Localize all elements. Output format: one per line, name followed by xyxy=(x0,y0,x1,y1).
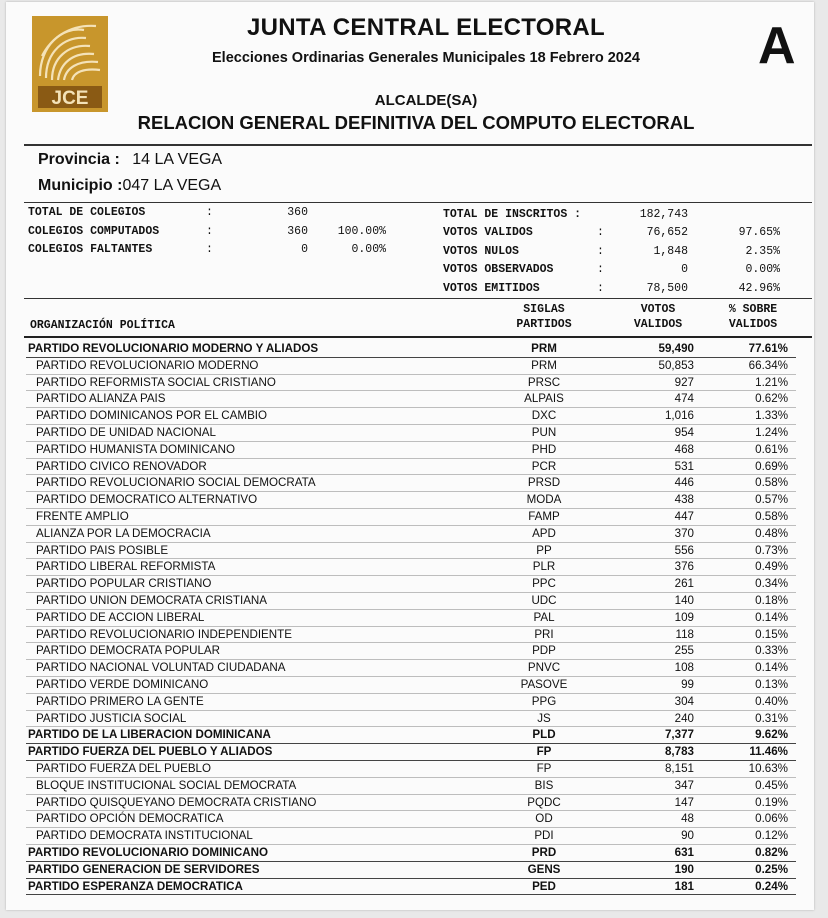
results-table xyxy=(26,341,796,895)
party-name: PARTIDO POPULAR CRISTIANO xyxy=(36,577,212,591)
header-line: SIGLAS xyxy=(523,303,565,316)
party-pct: 1.21% xyxy=(755,375,788,389)
party-votes: 118 xyxy=(675,627,694,641)
table-row xyxy=(26,761,796,778)
table-row xyxy=(26,543,796,560)
party-siglas: PCR xyxy=(531,459,557,473)
party-votes: 108 xyxy=(674,661,694,675)
column-header-pct xyxy=(714,302,792,332)
header-line: % SOBRE xyxy=(728,303,778,316)
column-header-siglas xyxy=(496,302,592,332)
party-siglas: PPG xyxy=(531,694,557,708)
party-pct: 66.34% xyxy=(748,358,788,372)
party-pct: 0.82% xyxy=(755,845,788,859)
stat-value: 360 xyxy=(287,225,308,238)
table-row xyxy=(26,879,796,896)
party-siglas: PLR xyxy=(532,560,556,574)
party-name: PARTIDO DE ACCION LIBERAL xyxy=(36,610,205,624)
stat-sep: : xyxy=(206,206,213,219)
party-siglas: PRM xyxy=(531,342,557,355)
party-name: PARTIDO REVOLUCIONARIO INDEPENDIENTE xyxy=(36,627,292,641)
party-pct: 0.61% xyxy=(755,442,788,456)
party-pct: 0.58% xyxy=(755,476,788,490)
table-row xyxy=(26,492,796,509)
municipio-value: 047 LA VEGA xyxy=(122,177,222,194)
stat-label: VOTOS EMITIDOS xyxy=(443,282,540,295)
stat-pct: 0.00% xyxy=(745,263,780,276)
party-votes: 140 xyxy=(674,593,694,607)
table-row xyxy=(26,627,796,644)
report-heading: RELACION GENERAL DEFINITIVA DEL COMPUTO ELECTORAL xyxy=(137,112,695,133)
stat-sep: : xyxy=(597,282,604,295)
header-line: PARTIDOS xyxy=(516,318,572,331)
party-pct: 0.45% xyxy=(755,778,788,792)
stat-value: 182,743 xyxy=(639,208,688,221)
party-pct: 0.15% xyxy=(755,627,788,641)
divider xyxy=(24,298,812,299)
report-letter: A xyxy=(758,17,796,75)
party-votes: 1,016 xyxy=(664,409,694,423)
party-pct: 0.69% xyxy=(755,459,788,473)
stat-value: 76,652 xyxy=(646,226,688,239)
party-siglas: PRM xyxy=(531,358,557,372)
table-row xyxy=(26,341,796,358)
party-siglas: PUN xyxy=(531,425,557,439)
party-siglas: PRSD xyxy=(527,476,561,490)
party-siglas: APD xyxy=(532,526,556,540)
party-votes: 370 xyxy=(674,526,694,540)
party-pct: 77.61% xyxy=(748,342,788,355)
party-votes: 446 xyxy=(674,476,694,490)
table-row xyxy=(26,358,796,375)
party-name: PARTIDO NACIONAL VOLUNTAD CIUDADANA xyxy=(36,661,286,675)
party-votes: 304 xyxy=(674,694,694,708)
party-siglas: PPC xyxy=(532,577,556,591)
party-pct: 9.62% xyxy=(755,728,788,742)
cargo-label: ALCALDE(SA) xyxy=(374,92,478,109)
party-name: PARTIDO REVOLUCIONARIO MODERNO Y ALIADOS xyxy=(28,342,319,355)
party-votes: 531 xyxy=(674,459,694,473)
election-subtitle: Elecciones Ordinarias Generales Municipales 18 Febrero 2024 xyxy=(212,50,640,66)
table-row xyxy=(26,778,796,795)
party-pct: 0.62% xyxy=(755,392,788,406)
party-siglas: PLD xyxy=(532,728,556,742)
party-name: PARTIDO REVOLUCIONARIO MODERNO xyxy=(36,358,259,372)
table-row xyxy=(26,744,796,761)
party-votes: 8,151 xyxy=(664,761,694,775)
party-name: PARTIDO HUMANISTA DOMINICANO xyxy=(36,442,236,456)
party-siglas: MODA xyxy=(526,493,562,507)
party-siglas: PRSC xyxy=(527,375,561,389)
table-row xyxy=(26,375,796,392)
party-pct: 0.14% xyxy=(755,661,788,675)
party-siglas: PQDC xyxy=(527,795,561,809)
party-siglas: PAL xyxy=(533,610,555,624)
party-pct: 0.58% xyxy=(755,509,788,523)
party-siglas: UDC xyxy=(531,593,557,607)
party-pct: 0.12% xyxy=(755,829,788,843)
stat-value: 0 xyxy=(681,263,688,276)
stat-pct: 2.35% xyxy=(745,245,780,258)
party-name: PARTIDO FUERZA DEL PUEBLO xyxy=(36,761,212,775)
party-siglas: PHD xyxy=(531,442,557,456)
party-votes: 90 xyxy=(681,829,694,843)
stat-label: TOTAL DE COLEGIOS xyxy=(28,206,146,219)
stat-pct: 0.00% xyxy=(351,243,386,256)
party-votes: 8,783 xyxy=(664,745,694,759)
table-row xyxy=(26,811,796,828)
table-row xyxy=(26,408,796,425)
party-votes: 438 xyxy=(674,493,694,507)
party-siglas: ALPAIS xyxy=(524,392,564,406)
table-row xyxy=(26,727,796,744)
party-pct: 0.49% xyxy=(755,560,788,574)
party-name: PARTIDO FUERZA DEL PUEBLO Y ALIADOS xyxy=(28,745,273,759)
party-pct: 0.18% xyxy=(755,593,788,607)
column-header-org: ORGANIZACIÓN POLÍTICA xyxy=(30,319,175,332)
party-votes: 255 xyxy=(674,644,694,658)
table-row xyxy=(26,459,796,476)
party-name: PARTIDO QUISQUEYANO DEMOCRATA CRISTIANO xyxy=(36,795,317,809)
table-row xyxy=(26,576,796,593)
party-votes: 190 xyxy=(674,862,694,876)
divider xyxy=(24,336,812,338)
party-pct: 0.19% xyxy=(755,795,788,809)
stat-pct: 97.65% xyxy=(738,226,780,239)
party-siglas: BIS xyxy=(534,778,554,792)
party-name: PARTIDO REVOLUCIONARIO SOCIAL DEMOCRATA xyxy=(36,476,316,490)
party-pct: 0.31% xyxy=(755,711,788,725)
stat-label: VOTOS OBSERVADOS xyxy=(443,263,554,276)
party-pct: 0.40% xyxy=(755,694,788,708)
party-siglas: GENS xyxy=(527,862,561,876)
stat-pct: 100.00% xyxy=(337,225,386,238)
party-votes: 147 xyxy=(674,795,694,809)
party-votes: 474 xyxy=(674,392,694,406)
party-pct: 1.33% xyxy=(755,409,788,423)
stat-value: 360 xyxy=(287,206,308,219)
stat-sep: : xyxy=(597,263,604,276)
document-page xyxy=(6,2,814,910)
table-row xyxy=(26,694,796,711)
party-votes: 50,853 xyxy=(658,358,694,372)
party-votes: 181 xyxy=(674,879,694,893)
table-row xyxy=(26,391,796,408)
party-pct: 0.14% xyxy=(755,610,788,624)
party-pct: 0.25% xyxy=(755,862,788,876)
party-name: FRENTE AMPLIO xyxy=(36,509,129,523)
party-name: ALIANZA POR LA DEMOCRACIA xyxy=(36,526,211,540)
party-siglas: PDI xyxy=(534,829,554,843)
party-pct: 10.63% xyxy=(748,761,788,775)
column-header-votos xyxy=(622,302,694,332)
divider xyxy=(24,202,812,203)
party-votes: 99 xyxy=(681,677,694,691)
table-row xyxy=(26,711,796,728)
table-row xyxy=(26,610,796,627)
party-name: PARTIDO VERDE DOMINICANO xyxy=(36,677,209,691)
party-name: PARTIDO JUSTICIA SOCIAL xyxy=(36,711,187,725)
party-pct: 0.48% xyxy=(755,526,788,540)
party-siglas: PASOVE xyxy=(520,677,568,691)
party-siglas: OD xyxy=(535,812,553,826)
municipio-label: Municipio : xyxy=(38,177,123,194)
party-pct: 0.34% xyxy=(755,577,788,591)
party-name: PARTIDO LIBERAL REFORMISTA xyxy=(36,560,216,574)
party-pct: 0.06% xyxy=(755,812,788,826)
party-siglas: JS xyxy=(537,711,551,725)
stat-label: TOTAL DE INSCRITOS : xyxy=(443,208,582,221)
table-row xyxy=(26,660,796,677)
provincia-label: Provincia : xyxy=(38,151,120,168)
provincia-line xyxy=(38,151,222,169)
page-title: JUNTA CENTRAL ELECTORAL xyxy=(246,14,606,41)
party-votes: 347 xyxy=(674,778,694,792)
party-votes: 447 xyxy=(674,509,694,523)
stat-label: VOTOS VALIDOS xyxy=(443,226,533,239)
table-row xyxy=(26,643,796,660)
stat-label: VOTOS NULOS xyxy=(443,245,519,258)
table-row xyxy=(26,526,796,543)
party-pct: 1.24% xyxy=(755,425,788,439)
table-row xyxy=(26,862,796,879)
stat-sep: : xyxy=(597,226,604,239)
table-row xyxy=(26,593,796,610)
party-votes: 376 xyxy=(674,560,694,574)
table-row xyxy=(26,677,796,694)
party-votes: 48 xyxy=(681,812,694,826)
party-votes: 240 xyxy=(674,711,694,725)
logo-text: JCE xyxy=(51,88,89,109)
party-name: PARTIDO DEMOCRATA POPULAR xyxy=(36,644,221,658)
table-row xyxy=(26,828,796,845)
party-name: PARTIDO PAIS POSIBLE xyxy=(36,543,169,557)
header-line: VALIDOS xyxy=(633,318,683,331)
party-votes: 468 xyxy=(674,442,694,456)
party-votes: 556 xyxy=(674,543,694,557)
party-name: PARTIDO OPCIÓN DEMOCRATICA xyxy=(36,812,224,826)
party-name: PARTIDO ESPERANZA DEMOCRATICA xyxy=(28,879,243,893)
party-siglas: PNVC xyxy=(527,661,561,675)
divider xyxy=(24,144,812,146)
stat-value: 78,500 xyxy=(646,282,688,295)
jce-logo xyxy=(32,16,108,112)
party-votes: 109 xyxy=(674,610,694,624)
header-line: VOTOS xyxy=(640,303,676,316)
party-pct: 0.73% xyxy=(755,543,788,557)
party-siglas: PRD xyxy=(531,845,557,859)
party-siglas: PDP xyxy=(532,644,556,658)
party-votes: 59,490 xyxy=(658,342,694,355)
party-votes: 954 xyxy=(674,425,694,439)
stat-pct: 42.96% xyxy=(738,282,780,295)
stat-value: 0 xyxy=(301,243,308,256)
party-name: PARTIDO PRIMERO LA GENTE xyxy=(36,694,204,708)
party-pct: 0.24% xyxy=(755,879,788,893)
municipio-line xyxy=(38,177,221,195)
table-row xyxy=(26,509,796,526)
party-siglas: FP xyxy=(536,761,552,775)
header-line: VALIDOS xyxy=(728,318,778,331)
party-siglas: DXC xyxy=(531,409,557,423)
party-name: PARTIDO UNION DEMOCRATA CRISTIANA xyxy=(36,593,268,607)
party-name: PARTIDO ALIANZA PAIS xyxy=(36,392,166,406)
party-pct: 0.13% xyxy=(755,677,788,691)
table-row xyxy=(26,442,796,459)
party-name: PARTIDO CIVICO RENOVADOR xyxy=(36,459,207,473)
table-row xyxy=(26,475,796,492)
table-row xyxy=(26,845,796,862)
party-name: PARTIDO REFORMISTA SOCIAL CRISTIANO xyxy=(36,375,276,389)
party-pct: 0.33% xyxy=(755,644,788,658)
stat-sep: : xyxy=(597,245,604,258)
party-siglas: PRI xyxy=(534,627,554,641)
party-name: BLOQUE INSTITUCIONAL SOCIAL DEMOCRATA xyxy=(36,778,297,792)
provincia-value: 14 LA VEGA xyxy=(132,151,223,168)
stat-value: 1,848 xyxy=(653,245,688,258)
stat-sep: : xyxy=(206,225,213,238)
party-name: PARTIDO DEMOCRATICO ALTERNATIVO xyxy=(36,493,258,507)
party-pct: 11.46% xyxy=(749,745,788,759)
party-name: PARTIDO DE LA LIBERACION DOMINICANA xyxy=(28,728,271,742)
table-row xyxy=(26,425,796,442)
party-siglas: FAMP xyxy=(528,509,560,523)
party-votes: 927 xyxy=(674,375,694,389)
party-name: PARTIDO DOMINICANOS POR EL CAMBIO xyxy=(36,409,268,423)
stat-sep: : xyxy=(206,243,213,256)
stat-label: COLEGIOS FALTANTES xyxy=(28,243,153,256)
party-siglas: PED xyxy=(532,879,556,893)
party-siglas: PP xyxy=(536,543,552,557)
party-pct: 0.57% xyxy=(755,493,788,507)
party-votes: 631 xyxy=(674,845,694,859)
stat-label: COLEGIOS COMPUTADOS xyxy=(28,225,160,238)
party-name: PARTIDO REVOLUCIONARIO DOMINICANO xyxy=(28,845,269,859)
party-name: PARTIDO DE UNIDAD NACIONAL xyxy=(36,425,216,439)
table-row xyxy=(26,559,796,576)
party-siglas: FP xyxy=(536,745,552,759)
table-row xyxy=(26,795,796,812)
party-votes: 261 xyxy=(674,577,694,591)
party-votes: 7,377 xyxy=(664,728,694,742)
party-name: PARTIDO DEMOCRATA INSTITUCIONAL xyxy=(36,829,253,843)
party-name: PARTIDO GENERACION DE SERVIDORES xyxy=(28,862,260,876)
